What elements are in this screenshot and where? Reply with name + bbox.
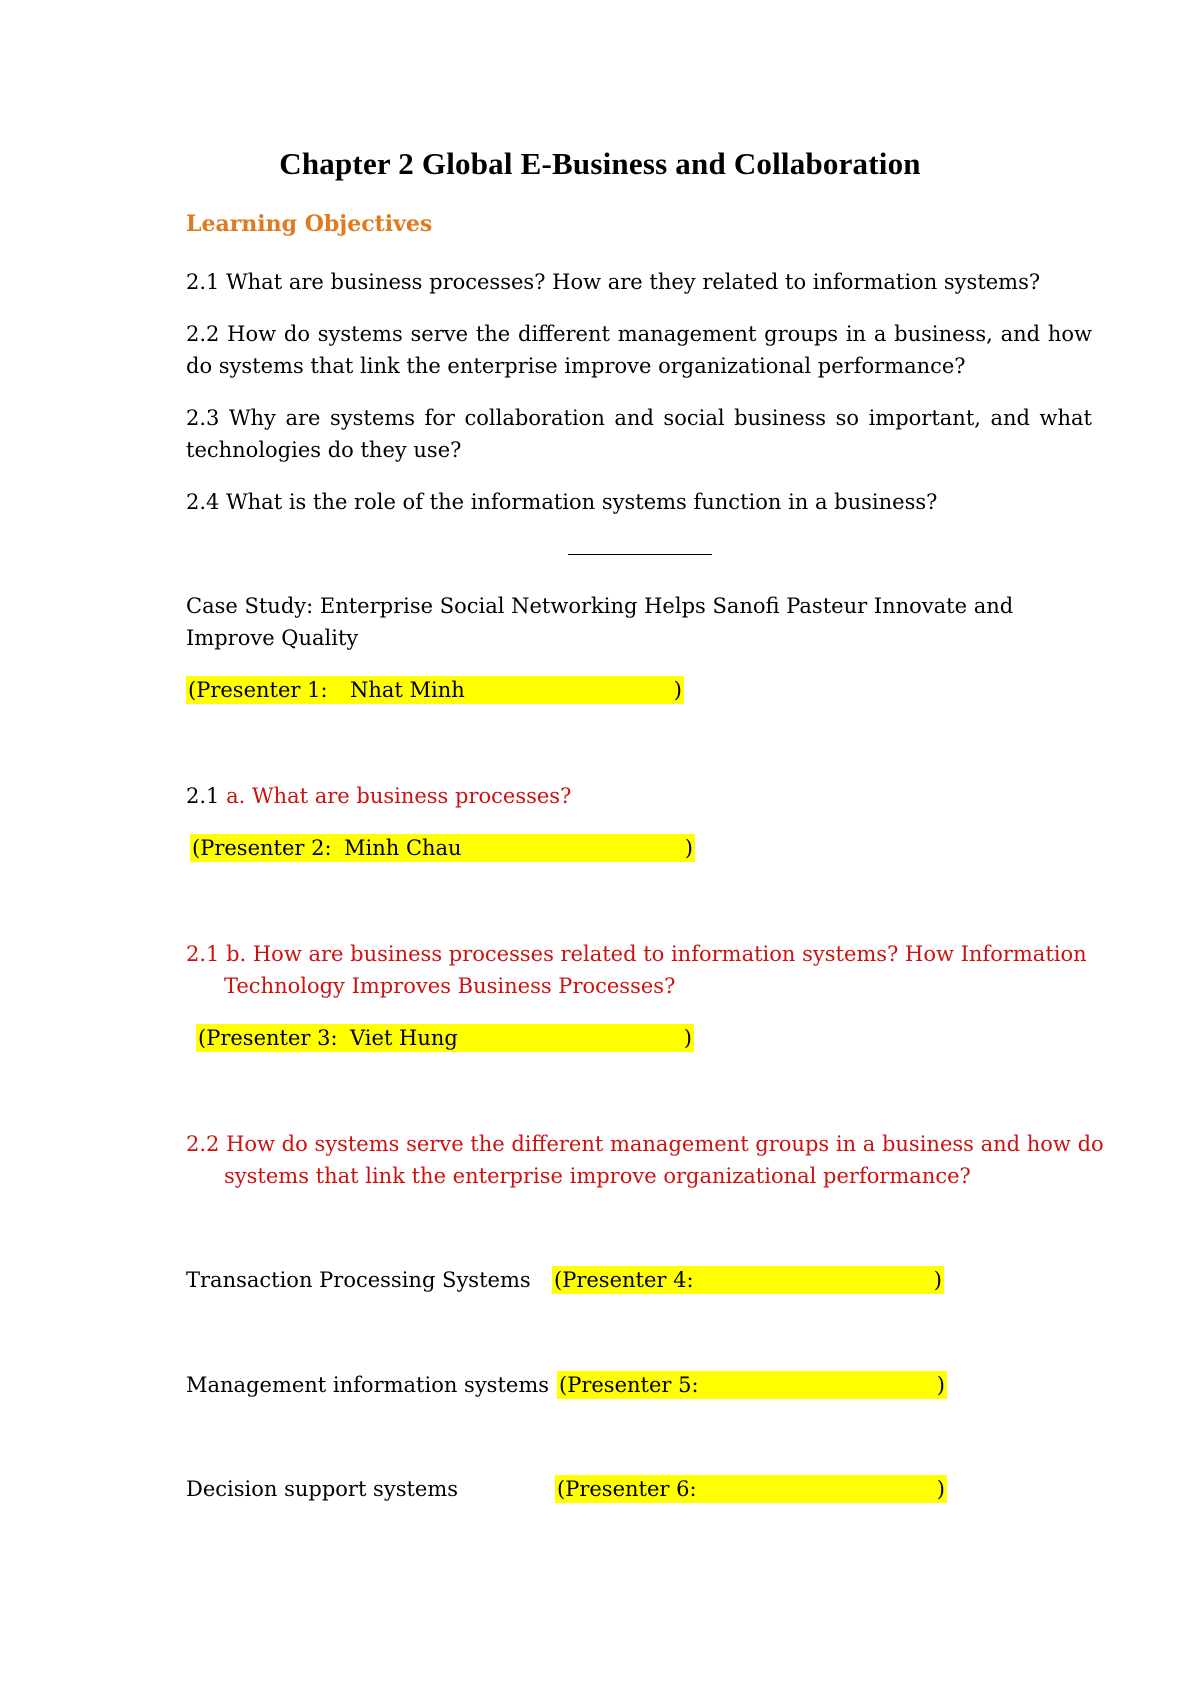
presenter-3-label: (Presenter 3: — [198, 1026, 338, 1050]
presenter-3-highlight — [196, 1024, 694, 1052]
presenter-3-close: ) — [683, 1026, 692, 1050]
system-label-mis: Management information systems — [186, 1373, 550, 1397]
section-2-2: 2.2 How do systems serve the different management groups in a business and how do systems that link the enterprise improve organizational performance? — [186, 1132, 1104, 1188]
separator-line — [568, 554, 712, 555]
section-2-1a-number: 2.1 — [186, 784, 220, 808]
case-study-title: Case Study: Enterprise Social Networking Helps Sanofi Pasteur Innovate and Improve Quality — [186, 594, 1014, 650]
presenter-2-close: ) — [684, 836, 693, 860]
objective-2-1: 2.1 What are business processes? How are they related to information systems? — [186, 270, 1041, 294]
presenter-1-name: Nhat Minh — [350, 678, 465, 702]
objective-2-3: 2.3 Why are systems for collaboration and social business so important, and what technologies do they use? — [186, 406, 1092, 462]
learning-objectives-heading: Learning Objectives — [186, 211, 433, 237]
presenter-4-close: ) — [933, 1268, 942, 1292]
presenter-6-highlight — [555, 1475, 947, 1503]
presenter-4-highlight — [552, 1266, 944, 1294]
presenter-4-label: (Presenter 4: — [554, 1268, 694, 1292]
page-title: Chapter 2 Global E-Business and Collaboration — [279, 146, 921, 181]
section-2-1a-question: a. What are business processes? — [226, 784, 572, 808]
presenter-1-highlight — [186, 676, 684, 704]
presenter-6-close: ) — [936, 1477, 945, 1501]
section-2-1b: 2.1 b. How are business processes related to information systems? How Information Technology Improves Business Processes? — [186, 942, 1087, 998]
presenter-6-label: (Presenter 6: — [557, 1477, 697, 1501]
presenter-2-name: Minh Chau — [344, 836, 462, 860]
presenter-5-close: ) — [936, 1373, 945, 1397]
presenter-3-name: Viet Hung — [350, 1026, 458, 1050]
section-2-1a — [186, 780, 1092, 812]
system-label-dss: Decision support systems — [186, 1477, 459, 1501]
objective-2-4: 2.4 What is the role of the information systems function in a business? — [186, 490, 938, 514]
presenter-1-close: ) — [673, 678, 682, 702]
presenter-5-highlight — [557, 1371, 947, 1399]
objective-2-2: 2.2 How do systems serve the different management groups in a business, and how do systems that link the enterprise improve organizational performance? — [186, 322, 1092, 378]
presenter-2-label: (Presenter 2: — [192, 836, 332, 860]
presenter-2-highlight — [190, 834, 695, 862]
presenter-5-label: (Presenter 5: — [559, 1373, 699, 1397]
presenter-1-label: (Presenter 1: — [188, 678, 328, 702]
system-label-tps: Transaction Processing Systems — [186, 1268, 531, 1292]
